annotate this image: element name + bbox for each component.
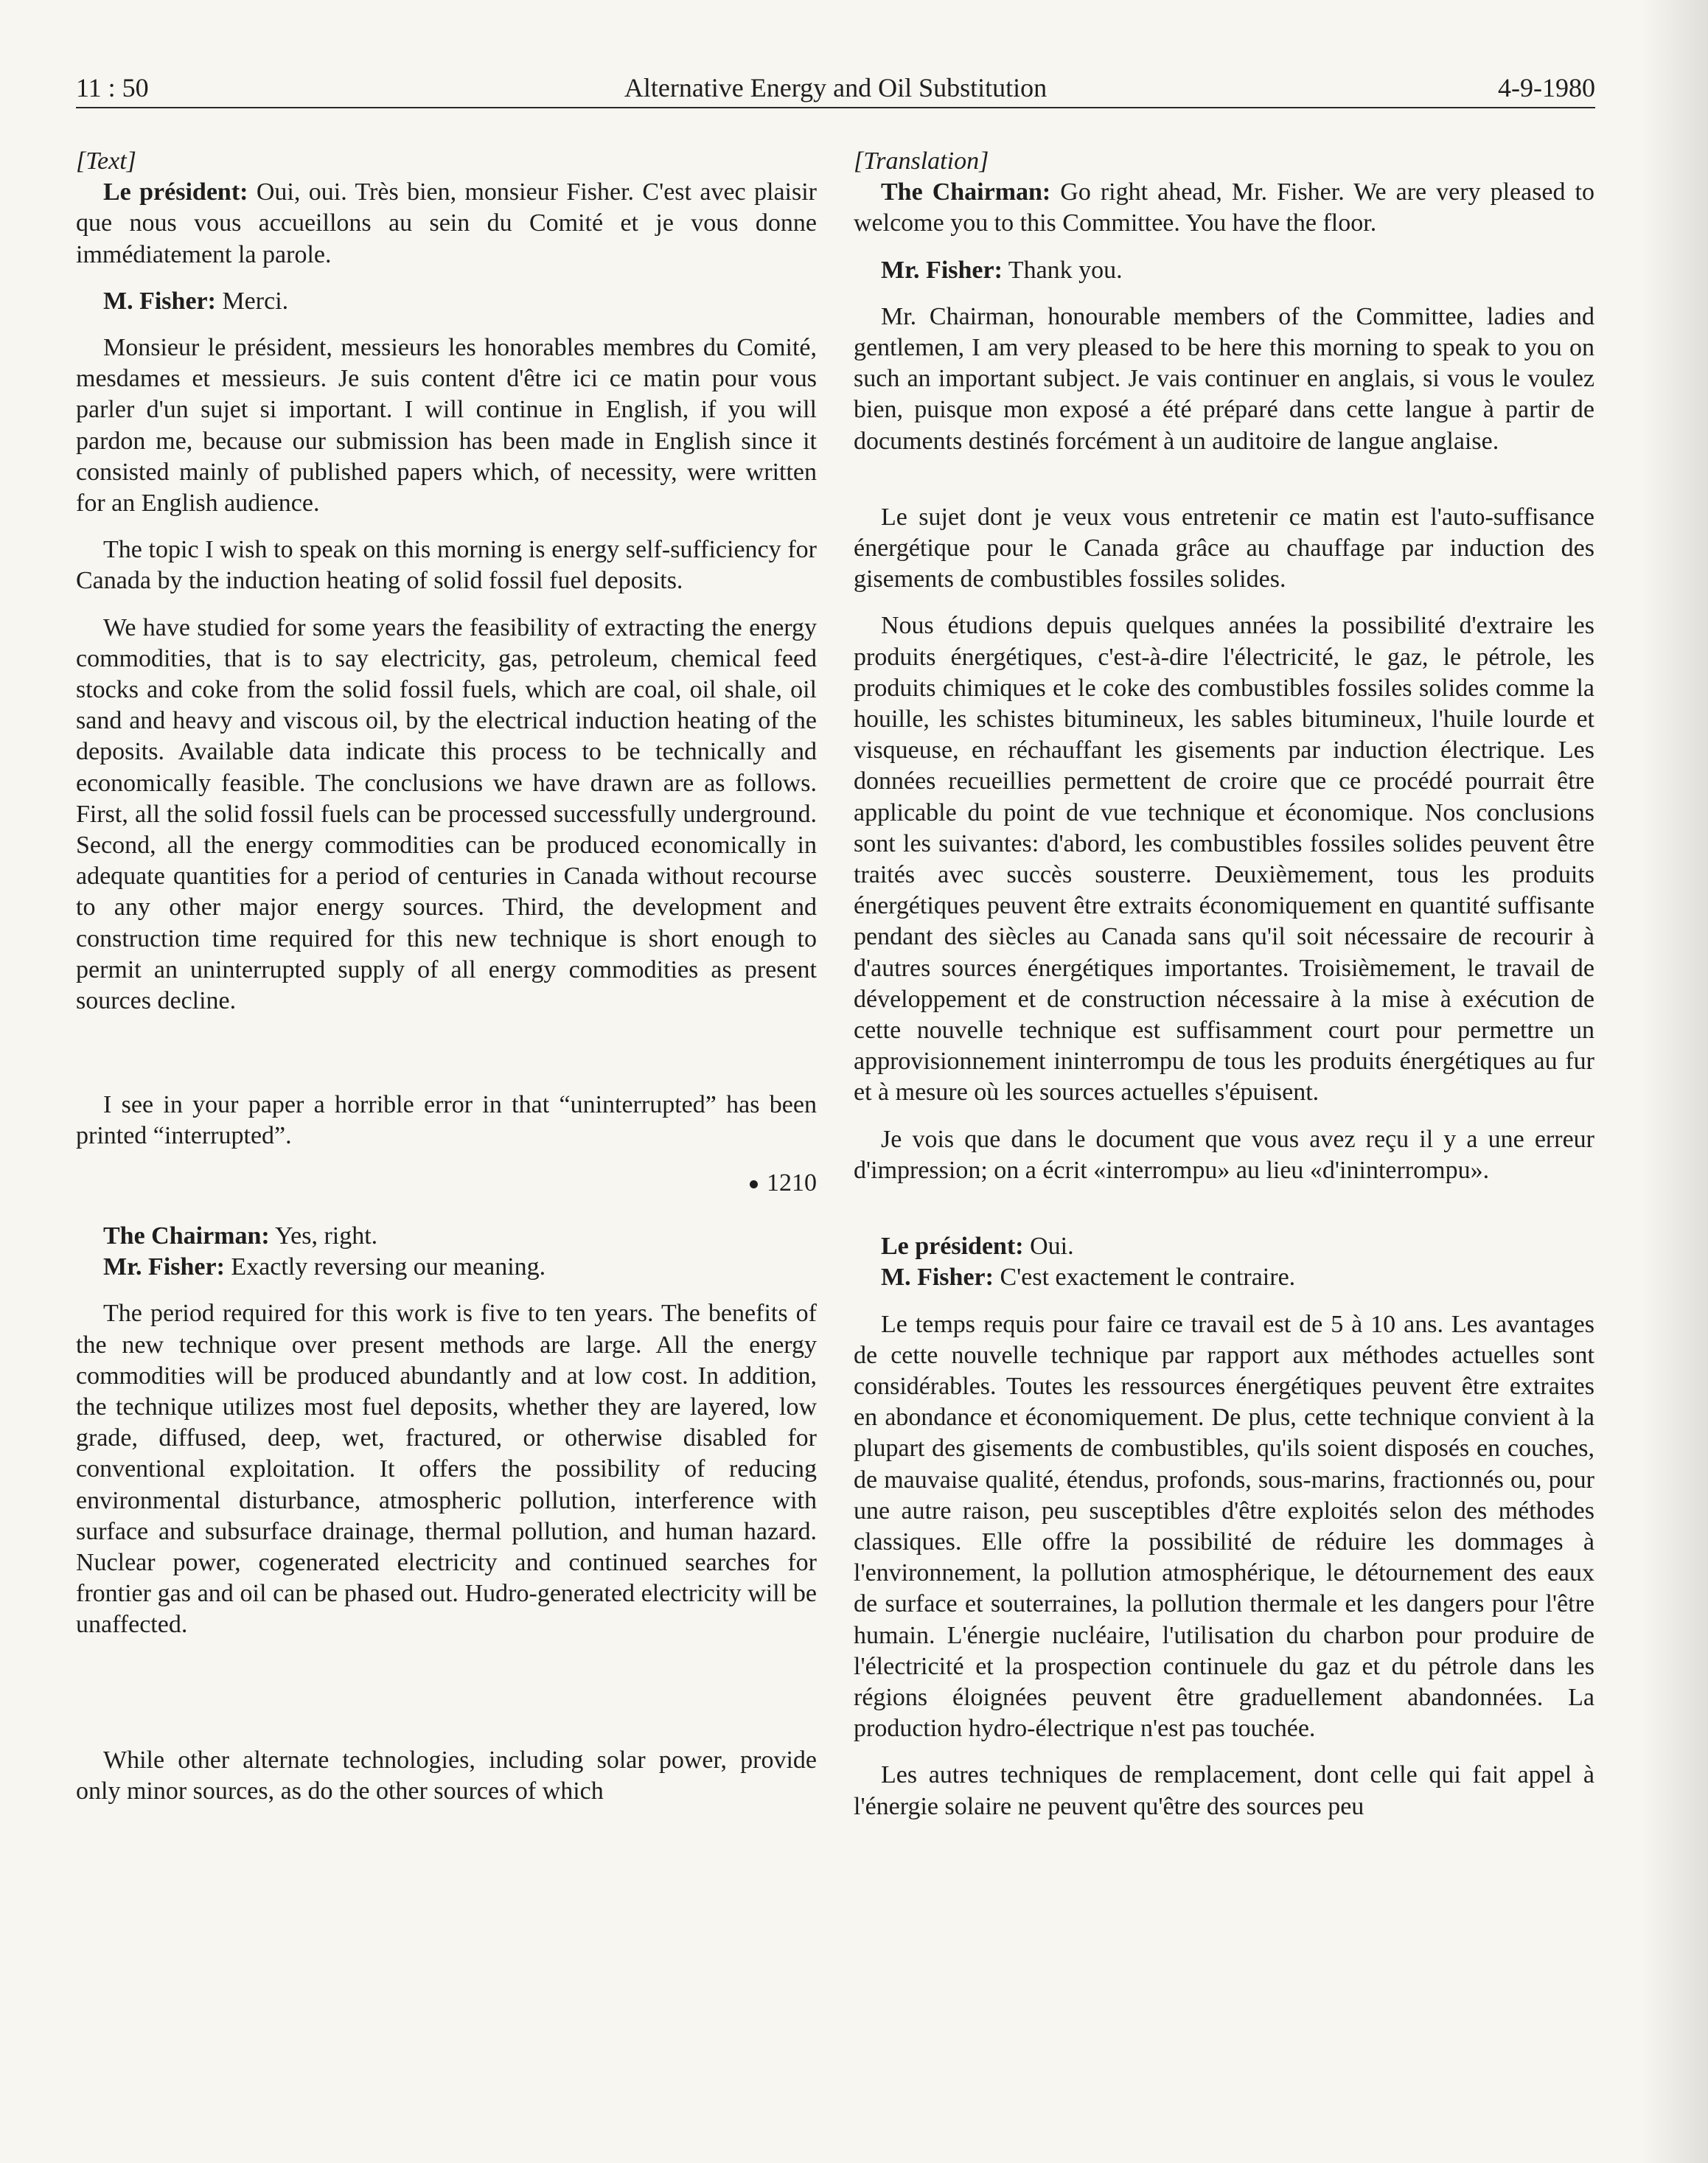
speaker-name: Mr. Fisher: bbox=[103, 1253, 225, 1281]
speech-text: Thank you. bbox=[1002, 256, 1123, 284]
speaker-name: M. Fisher: bbox=[881, 1264, 994, 1292]
paragraph: Monsieur le président, messieurs les honorables membres du Comité, mesdames et messieurs. Je suis content d'être ici ce matin pour vous parler d'un sujet si important. I will continue in English, if you will pardon me, because our submission has been made in English since it consisted mainly of published papers which, of necessity, were written for an English audience. bbox=[76, 334, 817, 518]
timestamp bbox=[76, 1168, 817, 1199]
page-number: 11 : 50 bbox=[76, 73, 149, 102]
paragraph bbox=[854, 1262, 1594, 1293]
paragraph bbox=[76, 1252, 817, 1283]
paragraph: Nous étudions depuis quelques années la possibilité d'extraire les produits énergétiques, c'est-à-dire l'électricité, le gaz, le pétrole, les produits chimiques et le coke des combustibles fossiles solides comme la houille, les schistes bitumineux, les sables bitumineux, l'huile lourde et visqueuse, en réchauffant les gisements par induction électrique. Les données recueillies permettent de croire que ce procédé pourrait être applicable du point de vue technique et économique. Nos conclusions sont les suivantes: d'abord, les combustibles fossiles solides peuvent être traités avec succès sousterre. Deuxièmement, tous les produits énergétiques peuvent être extraits économiquement en quantité suffisante pendant des siècles au Canada sans qu'il soit nécessaire de recourir à d'autres sources énergétiques importantes. Troisièmement, le travail de développement et de construction nécessaire à la mise à exécution de cette nouvelle technique est suffisamment court pour permettre un approvisionnement ininterrompu de tous les produits énergétiques au fur et à mesure où les sources actuelles s'épuisent. bbox=[854, 612, 1594, 1107]
speech-text: Oui, oui. Très bien, monsieur Fisher. C'est avec plaisir que nous vous accueillons au sein du Comité et je vous donne immédiatement la parole. bbox=[76, 178, 818, 268]
paragraph bbox=[76, 1221, 817, 1252]
language-tag: [Translation] bbox=[854, 147, 989, 175]
page-date: 4-9-1980 bbox=[1498, 73, 1595, 102]
paragraph bbox=[76, 177, 817, 271]
page-header bbox=[76, 70, 1595, 105]
speaker-name: M. Fisher: bbox=[103, 287, 216, 315]
speech-text: Oui. bbox=[1023, 1233, 1074, 1261]
header-rule bbox=[76, 107, 1595, 108]
spacer bbox=[854, 473, 1594, 502]
paragraph bbox=[854, 177, 1594, 239]
page-edge-shadow bbox=[1642, 0, 1708, 2163]
speech-text: Yes, right. bbox=[269, 1222, 378, 1250]
right-column bbox=[854, 146, 1594, 1838]
language-tag: [Text] bbox=[76, 147, 136, 175]
speaker-name: Mr. Fisher: bbox=[881, 256, 1003, 284]
paragraph: Je vois que dans le document que vous avez reçu il y a une erreur d'impression; on a écrit «interrompu» au lieu «d'ininterrompu». bbox=[854, 1125, 1594, 1184]
paragraph: Le temps requis pour faire ce travail est de 5 à 10 ans. Les avantages de cette nouvelle technique par rapport aux méthodes actuelles sont considérables. Toutes les ressources énergétiques peuvent être extraites en abondance et économiquement. De plus, cette technique convient à la plupart des gisements de combustibles, qu'ils soient disposés en couches, de mauvaise qualité, étendus, profonds, sous-marins, fractionnés ou, pour une autre raison, peu susceptibles d'être exploités selon des méthodes classiques. Elle offre la possibilité de réduire les dommages à l'environnement, la pollution atmosphérique, le détournement des eaux de surface et souterraines, la pollution thermale et les dangers pour l'être humain. L'énergie nucléaire, l'utilisation du charbon pour produire de l'électricité et la prospection continuele du gaz et du pétrole dans les régions éloignées peuvent être graduellement abandonnées. La production hydro-électrique n'est pas touchée. bbox=[854, 1310, 1594, 1743]
paragraph: Le sujet dont je veux vous entretenir ce matin est l'auto-suffisance énergétique pour le Canada grâce au chauffage par induction des gisements de combustibles fossiles solides. bbox=[854, 503, 1594, 593]
paragraph: Mr. Chairman, honourable members of the Committee, ladies and gentlemen, I am very pleased to be here this morning to speak to you on such an important subject. Je vais continuer en anglais, si vous le voulez bien, puisque mon exposé a été préparé dans cette langue à partir de documents destinés forcément à un auditoire de langue anglaise. bbox=[854, 302, 1594, 455]
speaker-name: Le président: bbox=[103, 178, 248, 206]
spacer bbox=[76, 1657, 817, 1745]
paragraph bbox=[854, 1231, 1594, 1262]
speaker-name: The Chairman: bbox=[881, 178, 1051, 206]
paragraph: While other alternate technologies, including solar power, provide only minor sources, as do the other sources of which bbox=[76, 1746, 817, 1805]
speech-text: Merci. bbox=[215, 287, 289, 315]
speech-text: Go right ahead, Mr. Fisher. We are very pleased to welcome you to this Committee. You have the floor. bbox=[854, 178, 1594, 237]
spacer bbox=[854, 1202, 1594, 1231]
bullet-icon bbox=[750, 1180, 758, 1188]
paragraph: The period required for this work is five to ten years. The benefits of the new technique over present methods are large. All the energy commodities will be produced abundantly and at low cost. In addition, the technique utilizes most fuel deposits, whether they are layered, low grade, diffused, deep, wet, fractured, or otherwise disabled for conventional exploitation. It offers the possibility of reducing environmental disturbance, atmospheric pollution, interference with surface and subsurface drainage, thermal pollution, and human hazard. Nuclear power, cogenerated electricity and continued searches for frontier gas and oil can be phased out. Hudro-generated electricity will be unaffected. bbox=[76, 1300, 817, 1639]
speech-text: Exactly reversing our meaning. bbox=[224, 1253, 546, 1281]
paragraph: I see in your paper a horrible error in that “uninterrupted” has been printed “interrupted”. bbox=[76, 1091, 817, 1150]
paragraph: Les autres techniques de remplacement, dont celle qui fait appel à l'énergie solaire ne peuvent qu'être des sources peu bbox=[854, 1761, 1594, 1820]
left-column bbox=[76, 146, 817, 1822]
spacer bbox=[76, 1032, 817, 1090]
paragraph: We have studied for some years the feasibility of extracting the energy commodities, that is to say electricity, gas, petroleum, chemical feed stocks and coke from the solid fossil fuels, which are coal, oil shale, oil sand and heavy and viscous oil, by the electrical induction heating of the deposits. Available data indicate this process to be technically and economically feasible. The conclusions we have drawn are as follows. First, all the solid fossil fuels can be processed successfully underground. Second, all the energy commodities can be produced economically in adequate quantities for a period of centuries in Canada without recourse to any other major energy sources. Third, the development and construction time required for this new technique is short enough to permit an uninterrupted supply of all energy commodities as present sources decline. bbox=[76, 613, 817, 1015]
speaker-name: Le président: bbox=[881, 1233, 1024, 1261]
page-title: Alternative Energy and Oil Substitution bbox=[624, 73, 1048, 102]
paragraph bbox=[76, 286, 817, 317]
speech-text: C'est exactement le contraire. bbox=[993, 1264, 1296, 1292]
paragraph: The topic I wish to speak on this morning is energy self-sufficiency for Canada by the induction heating of solid fossil fuel deposits. bbox=[76, 536, 817, 595]
speaker-name: The Chairman: bbox=[103, 1222, 270, 1250]
timestamp-value: 1210 bbox=[767, 1168, 817, 1197]
paragraph bbox=[854, 255, 1594, 286]
